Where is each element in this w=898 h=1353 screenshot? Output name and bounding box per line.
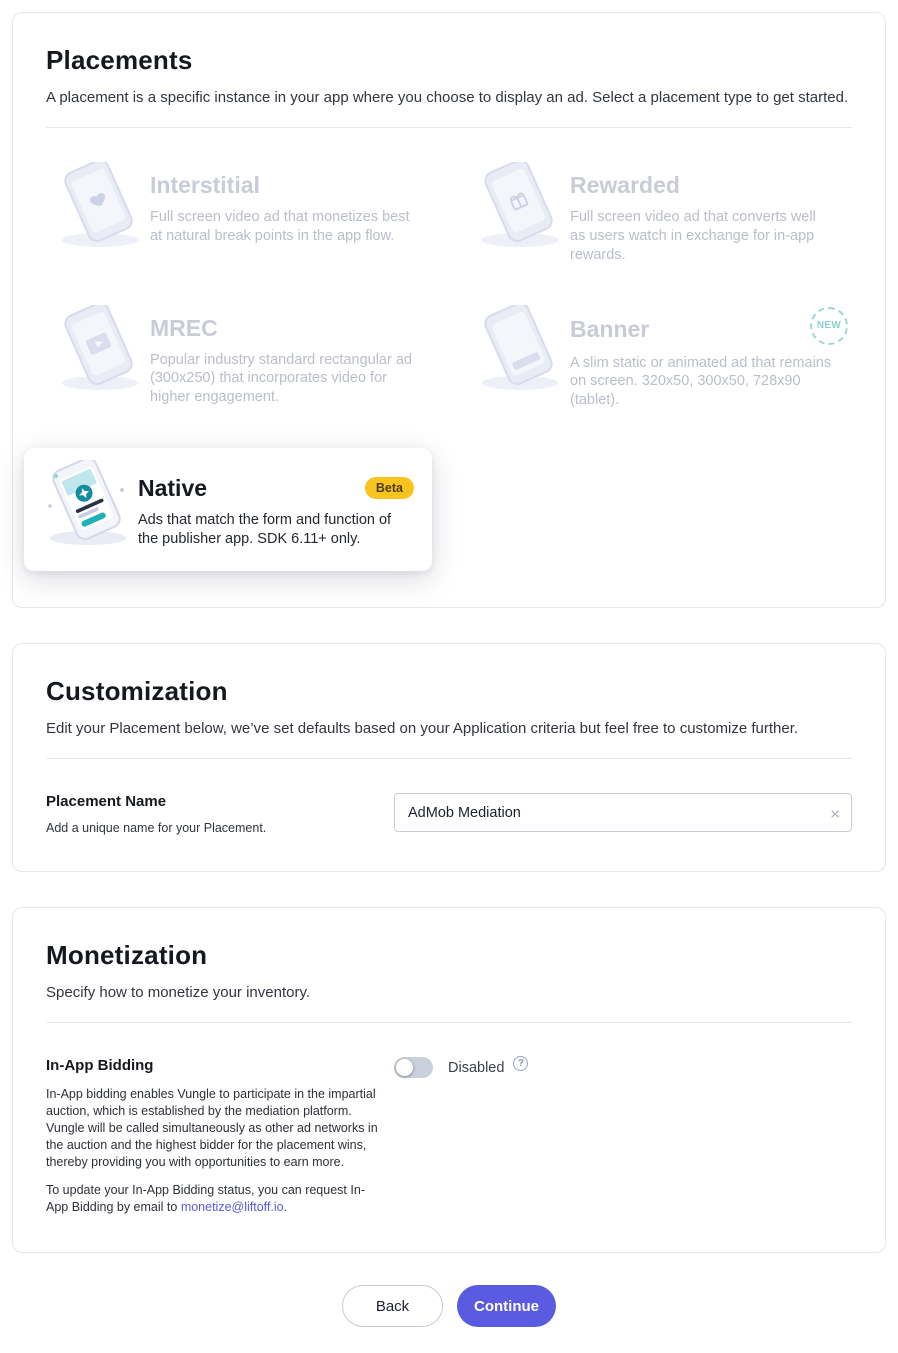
customization-title: Customization — [46, 676, 228, 707]
placement-desc-native: Ads that match the form and function of the publisher app. SDK 6.11+ only. — [138, 511, 392, 547]
monetize-email-link[interactable]: monetize@liftoff.io — [180, 1200, 284, 1215]
placement-name-row — [46, 759, 852, 835]
note-suffix: . — [283, 1200, 288, 1215]
toggle-status-label: Disabled — [448, 1059, 505, 1076]
banner-phone-icon — [466, 305, 570, 398]
in-app-bidding-row — [46, 1023, 852, 1216]
placement-name-input[interactable] — [394, 793, 852, 832]
rewarded-phone-icon — [466, 162, 570, 255]
placement-card-banner[interactable] — [466, 309, 852, 411]
placement-title-interstitial: Interstitial — [150, 172, 260, 198]
placement-card-mrec[interactable] — [46, 309, 432, 411]
placements-title: Placements — [46, 45, 193, 75]
interstitial-phone-icon — [46, 162, 150, 255]
mrec-phone-icon — [46, 305, 150, 398]
placement-card-native[interactable] — [24, 448, 432, 571]
native-phone-icon — [34, 460, 138, 553]
customization-panel — [12, 643, 886, 872]
placements-panel — [12, 12, 886, 608]
new-badge: NEW — [810, 307, 848, 345]
placements-subtitle: A placement is a specific instance in your app where you choose to display an ad. Select a placement type to get started. — [46, 89, 849, 106]
monetization-title: Monetization — [46, 940, 208, 971]
in-app-bidding-toggle-row — [394, 1057, 852, 1078]
customization-subtitle: Edit your Placement below, we’ve set defaults based on your Application criteria but feel free to customize further. — [46, 720, 799, 738]
note-text: To update your In-App Bidding status, you can request In-App Bidding by email to — [46, 1183, 365, 1215]
placement-card-rewarded[interactable] — [466, 166, 852, 265]
placement-title-rewarded: Rewarded — [570, 172, 680, 198]
in-app-bidding-note — [46, 1182, 378, 1216]
toggle-knob — [396, 1059, 413, 1076]
clear-input-icon[interactable]: × — [830, 804, 840, 824]
placement-title-native: Native — [138, 474, 208, 501]
placement-name-input-wrap — [394, 793, 852, 835]
placement-name-helper: Add a unique name for your Placement. — [46, 821, 267, 836]
footer-actions — [12, 1285, 886, 1327]
in-app-bidding-toggle[interactable] — [394, 1057, 433, 1078]
placement-title-banner: Banner — [570, 316, 650, 343]
placement-card-interstitial[interactable] — [46, 166, 432, 265]
placement-name-label: Placement Name — [46, 793, 167, 811]
placement-desc-banner: A slim static or animated ad that remains on screen. 320x50, 300x50, 728x90 (tablet). — [570, 354, 832, 409]
placement-title-mrec: MREC — [150, 314, 218, 341]
help-icon[interactable]: ? — [513, 1056, 528, 1071]
placement-grid — [46, 128, 852, 571]
placement-desc-mrec: Popular industry standard rectangular ad (300x250) that incorporates video for higher engagement. — [150, 351, 412, 406]
monetization-panel — [12, 907, 886, 1253]
continue-button[interactable]: Continue — [457, 1285, 556, 1327]
placement-desc-rewarded: Full screen video ad that converts well as users watch in exchange for in-app rewards. — [570, 209, 816, 263]
placement-desc-interstitial: Full screen video ad that monetizes best at natural break points in the app flow. — [150, 209, 410, 244]
back-button[interactable]: Back — [342, 1285, 443, 1327]
monetization-subtitle: Specify how to monetize your inventory. — [46, 984, 311, 1002]
in-app-bidding-description: In-App bidding enables Vungle to participate in the impartial auction, which is established by the mediation platform. Vungle will be called simultaneously as other ad networks in the auction and the highest bidder for the placement wins, thereby providing you with opportunities to earn more. — [46, 1087, 378, 1169]
beta-badge: Beta — [365, 477, 414, 499]
in-app-bidding-label: In-App Bidding — [46, 1057, 154, 1075]
